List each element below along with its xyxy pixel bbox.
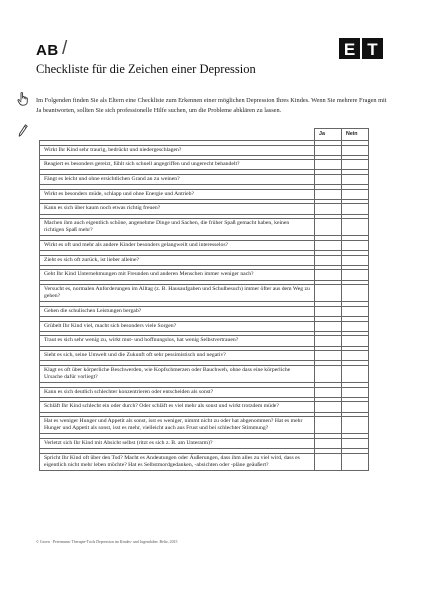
answer-yes-box[interactable] — [315, 145, 342, 155]
table-row — [40, 402, 369, 412]
question-text: Schläft Ihr Kind schlecht ein oder durch? Oder schläft es viel mehr als sonst und wirkt trotzdem müde? — [40, 402, 315, 412]
table-row — [40, 270, 369, 280]
question-text: Wirkt es oft und mehr als andere Kinder besonders gelangweilt und interesselos? — [40, 240, 315, 250]
question-text: Reagiert es besonders gereizt, fühlt sich schnell angegriffen und ungerecht behandelt? — [40, 160, 315, 170]
answer-no-box[interactable] — [342, 453, 369, 470]
table-row — [40, 145, 369, 155]
question-text: Verletzt sich Ihr Kind mit Absicht selbst (ritzt es sich z. B. am Unterarm)? — [40, 438, 315, 448]
pen-icon — [18, 124, 28, 137]
question-text: Fängt es leicht und ohne ersichtlichen Grand an zu weinen? — [40, 174, 315, 184]
answer-yes-box[interactable] — [315, 365, 342, 382]
table-row — [40, 438, 369, 448]
table-row — [40, 219, 369, 236]
table-row — [40, 417, 369, 434]
question-text: Klagt es oft über körperliche Beschwerden, wie Kopfschmerzen oder Bauchweh, ohne dass eine körperliche Ursache dafür vorliegt? — [40, 365, 315, 382]
table-row — [40, 321, 369, 331]
table-row — [40, 174, 369, 184]
column-header-yes: Ja — [315, 129, 342, 141]
page-title: Checkliste für die Zeichen einer Depression — [36, 62, 256, 76]
answer-yes-box[interactable] — [315, 240, 342, 250]
question-text: Kann es sich über kaum noch etwas richtig freuen? — [40, 204, 315, 214]
answer-no-box[interactable] — [342, 336, 369, 346]
answer-yes-box[interactable] — [315, 387, 342, 397]
question-text: Grübelt Ihr Kind viel, macht sich besonders viele Sorgen? — [40, 321, 315, 331]
answer-no-box[interactable] — [342, 240, 369, 250]
answer-no-box[interactable] — [342, 174, 369, 184]
question-text: Sieht es sich, seine Umwelt und die Zukunft oft sehr pessimistisch und negativ? — [40, 351, 315, 361]
table-row — [40, 285, 369, 302]
table-row — [40, 336, 369, 346]
question-text: Wirkt Ihr Kind sehr traurig, bedrückt und niedergeschlagen? — [40, 145, 315, 155]
question-text: Machen ihm auch eigentlich schöne, angenehme Dinge und Sachen, die früher Spaß gemacht haben, keinen richtigen Spaß mehr? — [40, 219, 315, 236]
answer-yes-box[interactable] — [315, 270, 342, 280]
table-row — [40, 387, 369, 397]
table-row — [40, 240, 369, 250]
answer-yes-box[interactable] — [315, 285, 342, 302]
question-text: Zieht es sich oft zurück, ist lieber alleine? — [40, 255, 315, 265]
answer-no-box[interactable] — [342, 204, 369, 214]
answer-yes-box[interactable] — [315, 174, 342, 184]
answer-no-box[interactable] — [342, 351, 369, 361]
table-header-row — [40, 129, 369, 141]
answer-no-box[interactable] — [342, 321, 369, 331]
table-row — [40, 255, 369, 265]
answer-yes-box[interactable] — [315, 255, 342, 265]
table-row — [40, 365, 369, 382]
answer-yes-box[interactable] — [315, 336, 342, 346]
question-column-header — [40, 129, 315, 141]
copyright-footer: © Groen · Petermann: Therapie-Tools Depression im Kindes- und Jugendalter. Beltz, 2015 — [36, 540, 178, 544]
answer-no-box[interactable] — [342, 160, 369, 170]
question-text: Wirkt es besonders müde, schlapp und ohne Energie und Antrieb? — [40, 189, 315, 199]
worksheet-label: AB — [36, 42, 59, 59]
answer-yes-box[interactable] — [315, 402, 342, 412]
answer-yes-box[interactable] — [315, 306, 342, 316]
column-header-no: Nein — [342, 129, 369, 141]
logo-letter-t — [362, 38, 383, 59]
answer-no-box[interactable] — [342, 219, 369, 236]
answer-no-box[interactable] — [342, 145, 369, 155]
answer-yes-box[interactable] — [315, 321, 342, 331]
hand-pointing-icon — [17, 92, 29, 106]
answer-yes-box[interactable] — [315, 453, 342, 470]
question-text: Kann es sich deutlich schlechter konzentrieren oder entscheiden als sonst? — [40, 387, 315, 397]
table-row — [40, 453, 369, 470]
answer-no-box[interactable] — [342, 387, 369, 397]
checklist-body — [40, 141, 369, 471]
table-row — [40, 306, 369, 316]
answer-yes-box[interactable] — [315, 417, 342, 434]
worksheet-label-slash: / — [62, 38, 68, 59]
table-row — [40, 204, 369, 214]
answer-yes-box[interactable] — [315, 351, 342, 361]
answer-no-box[interactable] — [342, 365, 369, 382]
answer-yes-box[interactable] — [315, 438, 342, 448]
question-text: Traut es sich sehr wenig zu, wirkt mut- und hoffnungslos, hat wenig Selbstvertrauen? — [40, 336, 315, 346]
answer-no-box[interactable] — [342, 255, 369, 265]
answer-no-box[interactable] — [342, 189, 369, 199]
intro-text: Im Folgenden finden Sie als Eltern eine Checkliste zum Erkennen einer möglichen Depression Ihres Kindes. Wenn Sie mehrere Fragen mit Ja beantworten, sollten Sie sich professionelle Hilfe suchen, um die Probleme abklären zu lassen. — [36, 97, 387, 114]
question-text: Spricht Ihr Kind oft über den Tod? Macht es Andeutungen oder Äußerungen, dass ihm alles zu viel wird, dass es eigentlich nicht mehr leben möchte? Hat es Selbstmordgedanken, -absichten oder -pläne geäußert? — [40, 453, 315, 470]
answer-no-box[interactable] — [342, 285, 369, 302]
answer-no-box[interactable] — [342, 438, 369, 448]
question-text: Geht Ihr Kind Unternehmungen mit Freunden und anderen Menschen immer weniger nach? — [40, 270, 315, 280]
checklist-table — [39, 128, 369, 471]
answer-no-box[interactable] — [342, 270, 369, 280]
logo-letter-e — [339, 38, 360, 59]
question-text: Gehen die schulischen Leistungen bergab? — [40, 306, 315, 316]
table-row — [40, 160, 369, 170]
question-text: Hat es weniger Hunger und Appetit als sonst, isst es weniger, nimmt nicht zu oder hat abgenommen? Hat es mehr Hunger und Appetit als sonst, isst es mehr, vielleicht auch aus Frust und bei schlechter Stimmung? — [40, 417, 315, 434]
question-text: Versucht es, normalen Anforderungen im Alltag (z. B. Hausaufgaben und Schulbesuch) immer öfter aus dem Weg zu gehen? — [40, 285, 315, 302]
svg-text:T: T — [367, 40, 378, 59]
answer-no-box[interactable] — [342, 417, 369, 434]
table-row — [40, 351, 369, 361]
answer-yes-box[interactable] — [315, 204, 342, 214]
answer-yes-box[interactable] — [315, 189, 342, 199]
answer-no-box[interactable] — [342, 306, 369, 316]
answer-yes-box[interactable] — [315, 160, 342, 170]
table-row — [40, 189, 369, 199]
et-logo — [339, 38, 383, 59]
svg-text:E: E — [343, 40, 356, 59]
answer-no-box[interactable] — [342, 402, 369, 412]
answer-yes-box[interactable] — [315, 219, 342, 236]
